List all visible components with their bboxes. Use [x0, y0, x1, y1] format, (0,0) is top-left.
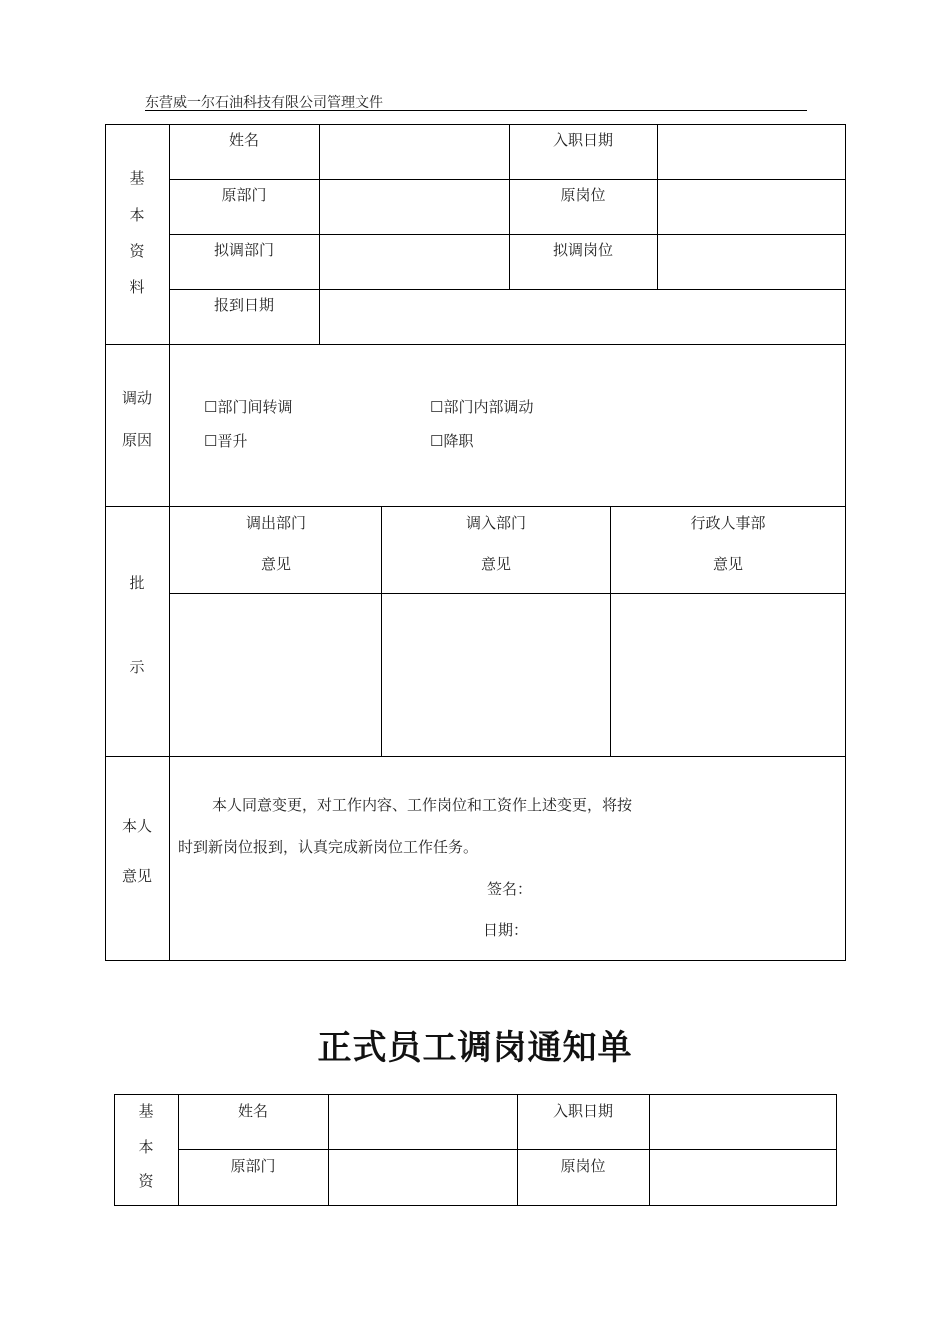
approval-in-opinion-label: 意见 — [480, 555, 512, 573]
divider — [381, 506, 382, 756]
section-basic-char: 料 — [129, 278, 145, 296]
page-title: 正式员工调岗通知单 — [317, 1028, 633, 1068]
name-label: 姓名 — [228, 131, 260, 149]
section-reason-label: 原因 — [121, 431, 152, 449]
agreement-text-line1: 本人同意变更，对工作内容、工作岗位和工资作上述变更，将按 — [212, 796, 633, 814]
header-underline — [145, 110, 807, 111]
approval-out-opinion-label: 意见 — [260, 555, 292, 573]
divider — [178, 1094, 179, 1206]
divider — [169, 124, 170, 961]
agreement-text-line2: 时到新岗位报到，认真完成新岗位工作任务。 — [178, 838, 479, 856]
signature-label: 签名： — [487, 880, 533, 898]
report-date-label: 报到日期 — [213, 296, 275, 314]
notice-form-table — [114, 1094, 837, 1206]
approval-in-dept-label: 调入部门 — [465, 514, 527, 532]
divider — [105, 756, 846, 757]
section-basic-char: 资 — [129, 242, 145, 260]
company-doc-header: 东营威一尔石油科技有限公司管理文件 — [145, 95, 383, 111]
section-self-label: 本人 — [121, 817, 152, 835]
divider — [328, 1094, 329, 1206]
reason-checkbox-demotion[interactable]: ☐降职 — [430, 432, 474, 450]
divider — [319, 124, 320, 344]
date-label: 日期： — [483, 921, 529, 939]
section-approval-char: 示 — [129, 658, 145, 676]
orig-post-label: 原岗位 — [560, 1157, 606, 1175]
divider — [649, 1094, 650, 1206]
divider — [178, 1149, 837, 1150]
divider — [169, 179, 846, 180]
section-basic-char: 本 — [129, 206, 145, 224]
section-basic-char: 基 — [129, 169, 145, 187]
orig-dept-label: 原部门 — [230, 1157, 276, 1175]
reason-checkbox-promotion[interactable]: ☐晋升 — [204, 432, 248, 450]
approval-hr-dept-label: 行政人事部 — [690, 514, 766, 532]
orig-dept-label: 原部门 — [221, 186, 267, 204]
divider — [517, 1094, 518, 1206]
reason-checkbox-inter-dept[interactable]: ☐部门间转调 — [204, 398, 293, 416]
section-basic-char: 资 — [138, 1172, 154, 1190]
orig-post-label: 原岗位 — [560, 186, 606, 204]
divider — [105, 506, 846, 507]
divider — [169, 234, 846, 235]
new-dept-label: 拟调部门 — [213, 241, 275, 259]
section-basic-char: 本 — [138, 1138, 154, 1156]
divider — [105, 344, 846, 345]
section-basic-char: 基 — [138, 1102, 154, 1120]
section-self-label: 意见 — [121, 867, 152, 885]
divider — [509, 124, 510, 289]
reason-checkbox-intra-dept[interactable]: ☐部门内部调动 — [430, 398, 534, 416]
divider — [610, 506, 611, 756]
divider — [169, 593, 846, 594]
divider — [657, 124, 658, 289]
section-reason-label: 调动 — [121, 389, 152, 407]
approval-out-dept-label: 调出部门 — [245, 514, 307, 532]
name-label: 姓名 — [237, 1102, 269, 1120]
approval-hr-opinion-label: 意见 — [712, 555, 744, 573]
divider — [169, 289, 846, 290]
section-approval-char: 批 — [129, 574, 145, 592]
hire-date-label: 入职日期 — [552, 1102, 614, 1120]
new-post-label: 拟调岗位 — [552, 241, 614, 259]
hire-date-label: 入职日期 — [552, 131, 614, 149]
